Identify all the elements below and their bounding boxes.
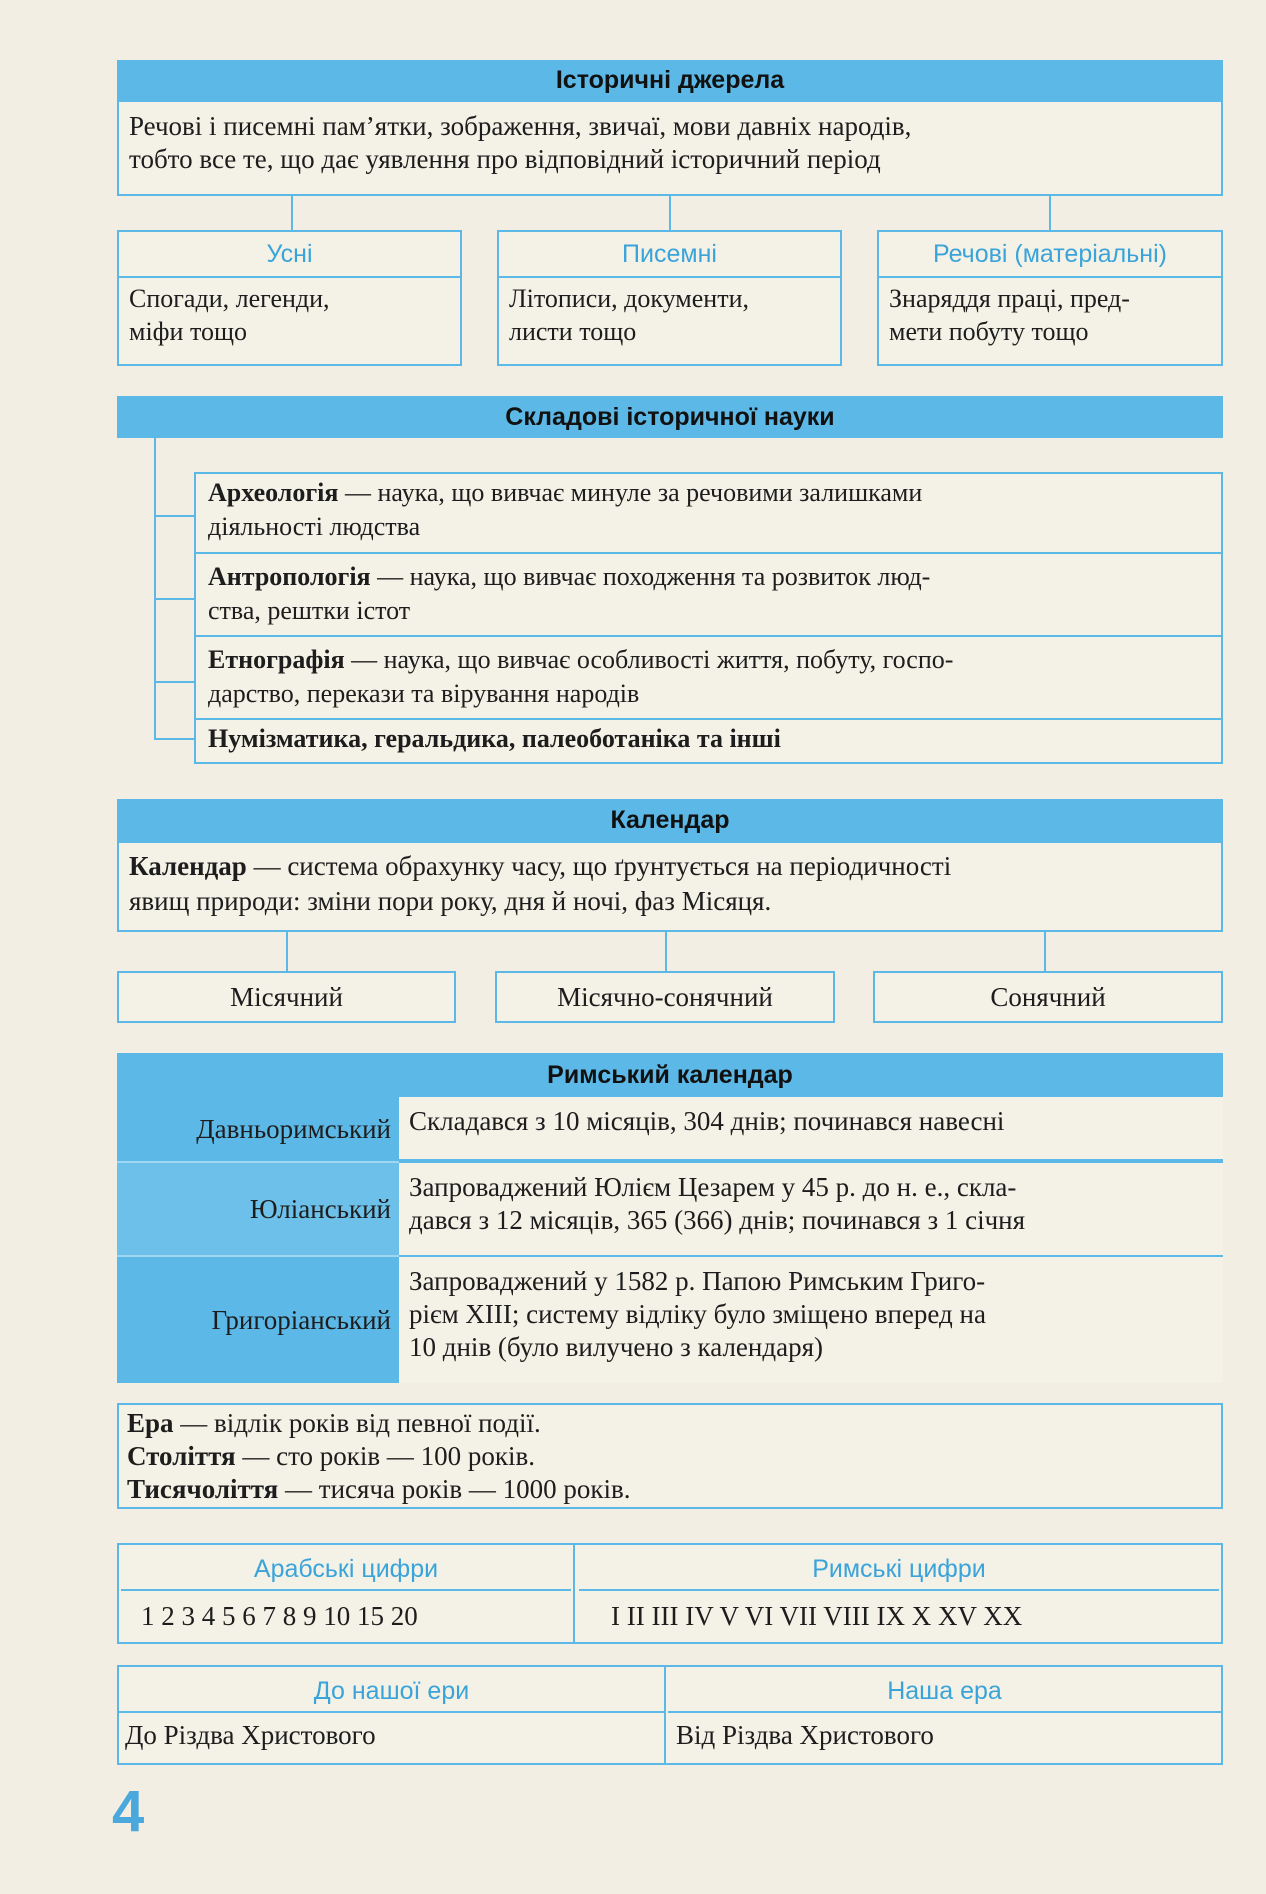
calendar-type-lunar <box>117 971 456 1023</box>
century-definition: — сто років — 100 років. <box>235 1441 536 1471</box>
science-definition-cont: діяльності людства <box>208 512 421 541</box>
arabic-numerals-title: Арабські цифри <box>121 1545 571 1591</box>
connector <box>286 932 288 971</box>
source-type-oral-line-2: міфи тощо <box>129 317 247 346</box>
calendar-term: Календар <box>129 851 247 881</box>
roman-calendar-name: Григоріанський <box>117 1255 399 1383</box>
connector <box>1049 196 1051 230</box>
era-term: Ера <box>127 1408 174 1438</box>
roman-calendar-name: Давньоримський <box>117 1097 399 1161</box>
calendar-type-solar <box>873 971 1223 1023</box>
calendar-definition: — система обрахунку часу, що ґрунтується на періодичності <box>246 851 952 881</box>
ad-text: Від Різдва Христового <box>676 1720 934 1750</box>
sources-description-line-1: Речові і писемні пам’ятки, зображення, звичаї, мови давніх народів, <box>129 111 912 141</box>
science-definition-cont: дарство, перекази та вірування народів <box>208 679 640 708</box>
roman-calendar-header: Римський календар <box>117 1053 1223 1097</box>
source-type-material <box>877 230 1223 366</box>
roman-numerals: I II III IV V VI VII VIII IX X XV XX <box>611 1601 1023 1631</box>
source-type-written-line-1: Літописи, документи, <box>509 284 749 313</box>
calendar-header: Календар <box>117 799 1223 841</box>
roman-numerals-title: Римські цифри <box>579 1545 1219 1591</box>
science-definition-cont: ства, рештки істот <box>208 596 411 625</box>
millennium-definition: — тисяча років — 1000 років. <box>278 1474 631 1504</box>
science-definition: — наука, що вивчає минуле за речовими залишками <box>338 478 923 507</box>
science-term: Нумізматика, геральдика, палеоботаніка та інші <box>208 724 781 753</box>
roman-calendar-desc: Запроваджений Юлієм Цезарем у 45 р. до н. е., скла- дався з 12 місяців, 365 (366) днів; починався з 1 січня <box>399 1161 1223 1255</box>
science-definition: — наука, що вивчає особливості життя, побуту, госпо- <box>344 645 954 674</box>
science-item-anthropology <box>196 554 1221 637</box>
source-type-oral-title: Усні <box>119 232 460 278</box>
sciences-list <box>194 472 1223 764</box>
era-split-table <box>117 1665 1223 1765</box>
source-type-material-line-1: Знаряддя праці, пред- <box>889 284 1130 313</box>
science-definition: — наука, що вивчає походження та розвиток люд- <box>370 562 931 591</box>
source-type-oral-line-1: Спогади, легенди, <box>129 284 330 313</box>
science-item-others <box>196 720 1221 762</box>
connector <box>669 196 671 230</box>
source-type-material-line-2: мети побуту тощо <box>889 317 1089 346</box>
millennium-term: Тисячоліття <box>127 1474 279 1504</box>
bracket-tick <box>154 681 194 683</box>
calendar-definition-cont: явищ природи: зміни пори року, дня й ночі, фаз Місяця. <box>129 886 772 916</box>
century-term: Століття <box>127 1441 236 1471</box>
science-item-ethnography <box>196 637 1221 720</box>
science-term: Етнографія <box>208 645 345 674</box>
connector <box>665 932 667 971</box>
source-type-material-title: Речові (матеріальні) <box>879 232 1221 278</box>
calendar-definition-box <box>117 841 1223 932</box>
source-type-written-line-2: листи тощо <box>509 317 637 346</box>
arabic-numerals: 1 2 3 4 5 6 7 8 9 10 15 20 <box>141 1601 418 1631</box>
calendar-type-lunisolar <box>495 971 835 1023</box>
science-term: Археологія <box>208 478 339 507</box>
connector <box>291 196 293 230</box>
calendar-type-label: Місячний <box>230 981 343 1012</box>
roman-row-ancient <box>117 1097 1223 1161</box>
science-term: Антропологія <box>208 562 371 591</box>
roman-row-julian <box>117 1161 1223 1255</box>
calendar-type-label: Місячно-сонячний <box>557 981 773 1012</box>
sciences-bracket-line <box>154 438 156 740</box>
bracket-tick <box>154 515 194 517</box>
roman-calendar-name: Юліанський <box>117 1161 399 1255</box>
science-item-archaeology <box>196 474 1221 554</box>
bc-title: До нашої ери <box>119 1667 664 1713</box>
sources-description-line-2: тобто все те, що дає уявлення про відповідний історичний період <box>129 144 881 174</box>
source-type-oral <box>117 230 462 366</box>
bracket-tick <box>154 738 194 740</box>
roman-calendar-table <box>117 1097 1223 1383</box>
sources-header: Історичні джерела <box>117 60 1223 100</box>
roman-calendar-desc: Складався з 10 місяців, 304 днів; починався навесні <box>399 1097 1223 1161</box>
era-definitions-box <box>117 1403 1223 1509</box>
calendar-type-label: Сонячний <box>990 981 1106 1012</box>
roman-row-gregorian <box>117 1255 1223 1383</box>
source-type-written-title: Писемні <box>499 232 840 278</box>
sciences-header: Складові історичної науки <box>117 396 1223 438</box>
numerals-table <box>117 1543 1223 1644</box>
bracket-tick <box>154 598 194 600</box>
roman-calendar-desc: Запроваджений у 1582 р. Папою Римським Григо- рієм XIII; систему відліку було зміщено вперед на 10 днів (було вилучено з календаря) <box>399 1255 1223 1383</box>
era-definition: — відлік років від певної події. <box>173 1408 541 1438</box>
sources-description-box <box>117 100 1223 196</box>
page-number: 4 <box>112 1779 145 1844</box>
ad-title: Наша ера <box>668 1667 1221 1713</box>
connector <box>1044 932 1046 971</box>
bc-text: До Різдва Христового <box>125 1720 376 1750</box>
source-type-written <box>497 230 842 366</box>
